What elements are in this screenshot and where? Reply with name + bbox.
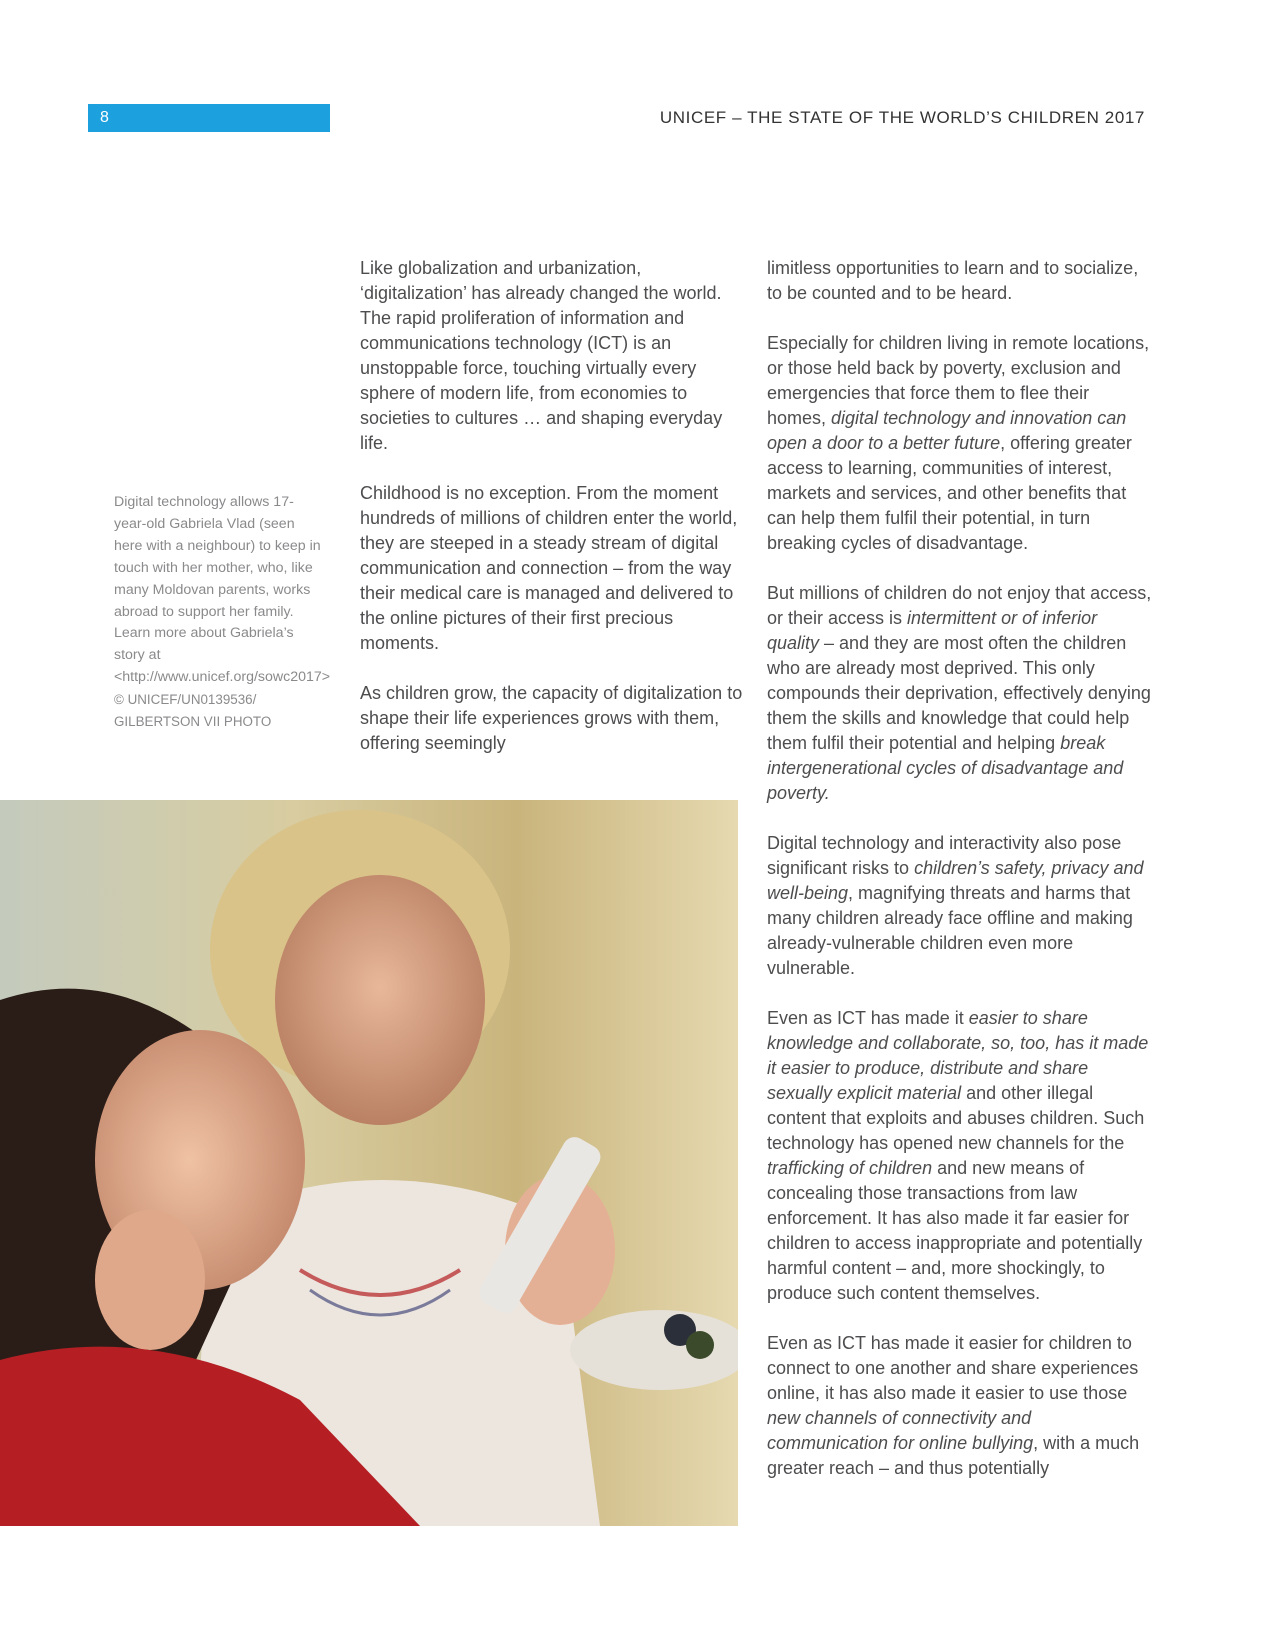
running-header: UNICEF – THE STATE OF THE WORLD’S CHILDREN 2017 xyxy=(659,108,1145,127)
paragraph: Even as ICT has made it easier for children to connect to one another and share experiences online, it has also made it easier to use those new channels of connectivity and communication for online bullying, with a much greater reach – and thus potentially xyxy=(767,1333,1140,1478)
paragraph: As children grow, the capacity of digitalization to shape their life experiences grows with them, offering seemingly xyxy=(360,683,743,753)
paragraph: Childhood is no exception. From the moment hundreds of millions of children enter the world, they are steeped in a steady stream of digital communication and connection – from the way their medical care is managed and delivered to the online pictures of their first precious moments. xyxy=(360,483,738,653)
page-number: 8 xyxy=(100,109,109,126)
page-number-bar xyxy=(88,104,330,132)
paragraph: Even as ICT has made it easier to share knowledge and collaborate, so, too, has it made it easier to produce, distribute and share sexually explicit material and other illegal content that exploits and abuses children. Such technology has opened new channels for the trafficking of children and new means of concealing those transactions from law enforcement. It has also made it far easier for children to access inappropriate and potentially harmful content – and, more shockingly, to produce such content themselves. xyxy=(767,1008,1149,1303)
paragraph: Like globalization and urbanization, ‘digitalization’ has already changed the world. The rapid proliferation of information and communications technology (ICT) is an unstoppable force, touching virtually every sphere of modern life, from economies to societies to cultures … and shaping everyday life. xyxy=(360,258,723,453)
paragraph: limitless opportunities to learn and to socialize, to be counted and to be heard. xyxy=(767,258,1139,303)
photo-credit: © UNICEF/UN0139536/ GILBERTSON VII PHOTO xyxy=(114,692,272,730)
emphasis: intermittent or of inferior quality xyxy=(767,608,1098,653)
photo-gabriela-with-neighbour xyxy=(0,800,738,1526)
paragraph: Especially for children living in remote locations, or those held back by poverty, exclusion and emergencies that force them to flee their homes, digital technology and innovation can open a door to a better future, offering greater access to learning, communities of interest, markets and services, and other benefits that can help them fulfil their potential, in turn breaking cycles of disadvantage. xyxy=(767,333,1150,553)
emphasis: children’s safety, privacy and well-being xyxy=(767,858,1144,903)
caption-text: Digital technology allows 17-year-old Gabriela Vlad (seen here with a neighbour) to keep in touch with her mother, who, like many Moldovan parents, works abroad to support her family. Learn more about Gabriela’s story at <http://www.unicef.org/sowc2017> xyxy=(114,494,331,686)
photo-caption xyxy=(114,492,331,733)
body-column-right xyxy=(767,256,1152,1481)
emphasis: break intergenerational cycles of disadvantage and poverty. xyxy=(767,733,1124,803)
body-column-left xyxy=(360,256,745,756)
paragraph: Digital technology and interactivity also pose significant risks to children’s safety, privacy and well-being, magnifying threats and harms that many children already face offline and making already-vulnerable children even more vulnerable. xyxy=(767,833,1144,978)
emphasis: digital technology and innovation can open a door to a better future xyxy=(767,408,1127,453)
emphasis: easier to share knowledge and collaborate, so, too, has it made it easier to produce, distribute and share sexually explicit material xyxy=(767,1008,1149,1103)
emphasis: new channels of connectivity and communication for online bullying xyxy=(767,1408,1034,1453)
emphasis: trafficking of children xyxy=(767,1158,933,1178)
paragraph: But millions of children do not enjoy that access, or their access is intermittent or of inferior quality – and they are most often the children who are already most deprived. This only compounds their deprivation, effectively denying them the skills and knowledge that could help them fulfil their potential and helping break intergenerational cycles of disadvantage and poverty. xyxy=(767,583,1152,803)
photo-illustration xyxy=(0,800,738,1526)
